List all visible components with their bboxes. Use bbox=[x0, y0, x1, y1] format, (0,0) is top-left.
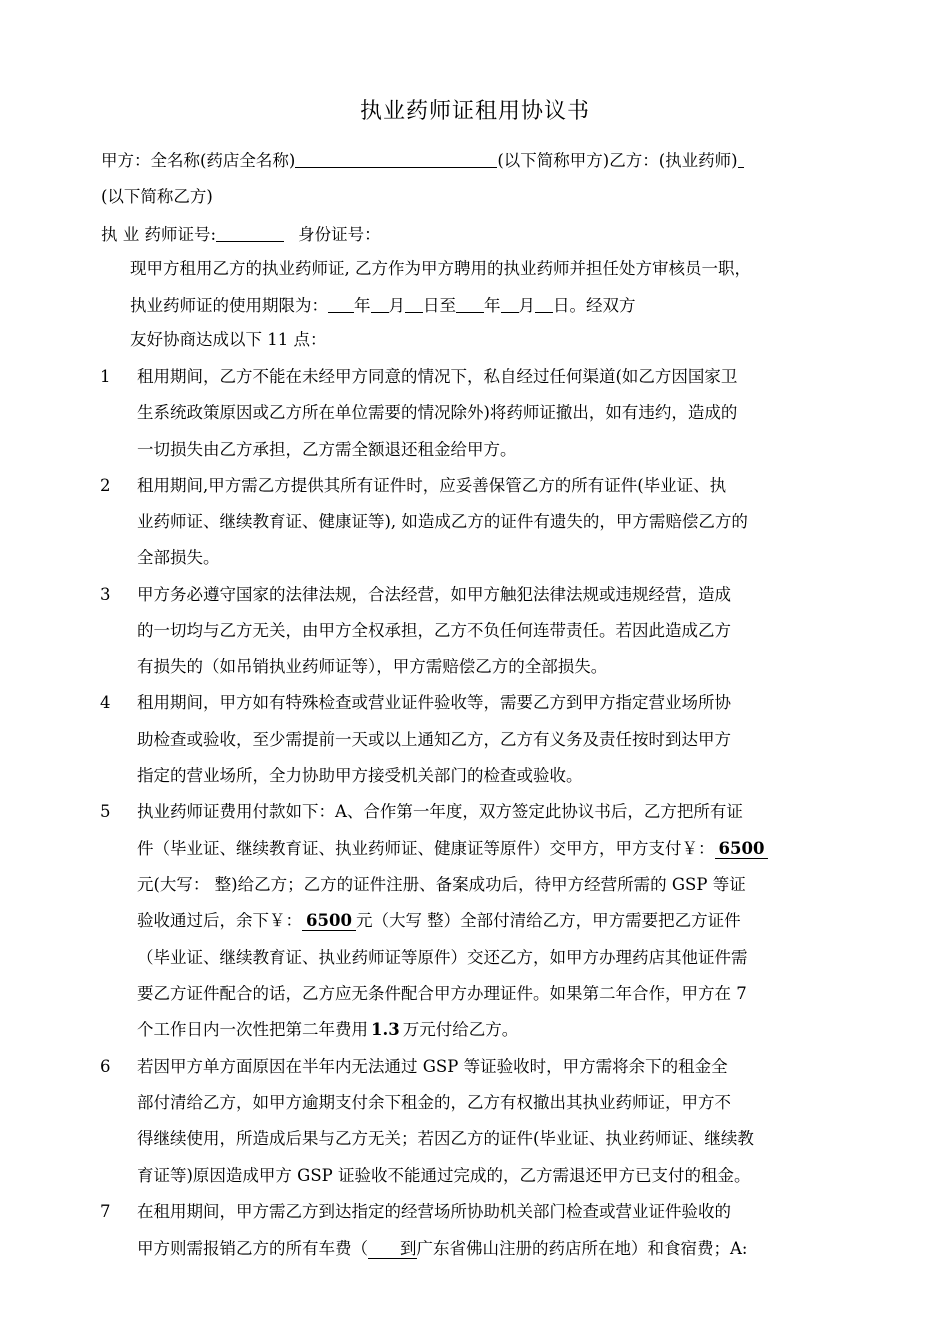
party-a-prefix: 甲方：全名称(药店全名称) bbox=[101, 151, 296, 170]
clause-line: 有损失的（如吊销执业药师证等），甲方需赔偿乙方的全部损失。 bbox=[137, 657, 608, 676]
clause-line: 的一切均与乙方无关，由甲方全权承担，乙方不负任何连带责任。若因此造成乙方 bbox=[137, 621, 731, 640]
party-b-short: (以下简称乙方) bbox=[101, 187, 213, 206]
intro-line-2: 执业药师证的使用期限为： 年 月 日至 年 月 日。经双方 bbox=[130, 296, 636, 315]
clause-line: 件（毕业证、继续教育证、执业药师证、健康证等原件）交甲方，甲方支付￥： 6500 bbox=[137, 839, 768, 859]
clause-line: 执业药师证费用付款如下：A、合作第一年度，双方签定此协议书后，乙方把所有证 bbox=[137, 802, 743, 821]
clause-line: 业药师证、继续教育证、健康证等), 如造成乙方的证件有遗失的，甲方需赔偿乙方的 bbox=[137, 512, 748, 531]
start-year-blank[interactable] bbox=[328, 295, 354, 313]
clause-number: 3 bbox=[100, 585, 111, 604]
party-a-name-blank[interactable] bbox=[295, 150, 497, 168]
clause-number: 6 bbox=[100, 1057, 111, 1076]
clause-line: 元(大写： 整)给乙方；乙方的证件注册、备案成功后，待甲方经营所需的 GSP 等证 bbox=[137, 875, 746, 894]
clause-line: （毕业证、继续教育证、执业药师证等原件）交还乙方，如甲方办理药店其他证件需 bbox=[137, 948, 748, 967]
clause-number: 2 bbox=[100, 476, 111, 495]
clause-line: 甲方则需报销乙方的所有车费（ 到广东省佛山注册的药店所在地）和食宿费；A: bbox=[137, 1239, 748, 1258]
document-title: 执业药师证租用协议书 bbox=[359, 99, 590, 124]
travel-from-blank[interactable]: 到 bbox=[368, 1239, 417, 1259]
clause-line: 租用期间,甲方需乙方提供其所有证件时，应妥善保管乙方的所有证件(毕业证、执 bbox=[137, 476, 727, 495]
clause-line: 全部损失。 bbox=[137, 548, 220, 567]
clause-line: 部付清给乙方，如甲方逾期支付余下租金的，乙方有权撤出其执业药师证，甲方不 bbox=[137, 1093, 731, 1112]
intro-line-3: 友好协商达成以下 11 点： bbox=[130, 330, 327, 349]
clause-number: 5 bbox=[100, 802, 111, 821]
clause-line: 生系统政策原因或乙方所在单位需要的情况除外)将药师证撤出，如有违约，造成的 bbox=[137, 403, 738, 422]
party-b-name-blank[interactable] bbox=[738, 150, 744, 168]
start-month-blank[interactable] bbox=[371, 295, 389, 313]
second-year-fee: 1.3 bbox=[371, 1020, 400, 1039]
payment-amount-remaining: 6500 bbox=[302, 911, 356, 931]
clause-line: 个工作日内一次性把第二年费用 1.3 万元付给乙方。 bbox=[137, 1020, 519, 1039]
payment-amount-first: 6500 bbox=[715, 839, 769, 859]
clause-line: 在租用期间，甲方需乙方到达指定的经营场所协助机关部门检查或营业证件验收的 bbox=[137, 1202, 731, 1221]
clause-line: 租用期间，乙方不能在未经甲方同意的情况下，私自经过任何渠道(如乙方因国家卫 bbox=[137, 367, 738, 386]
clause-number: 7 bbox=[100, 1202, 111, 1221]
intro-line-1: 现甲方租用乙方的执业药师证, 乙方作为甲方聘用的执业药师并担任处方审核员一职， bbox=[130, 259, 751, 278]
clause-line: 一切损失由乙方承担，乙方需全额退还租金给甲方。 bbox=[137, 440, 517, 459]
end-year-blank[interactable] bbox=[456, 295, 484, 313]
clause-line: 助检查或验收，至少需提前一天或以上通知乙方，乙方有义务及责任按时到达甲方 bbox=[137, 730, 731, 749]
end-month-blank[interactable] bbox=[501, 295, 519, 313]
clause-line: 要乙方证件配合的话，乙方应无条件配合甲方办理证件。如果第二年合作，甲方在 7 bbox=[137, 984, 747, 1003]
license-number-blank[interactable] bbox=[216, 224, 284, 242]
clause-line: 甲方务必遵守国家的法律法规，合法经营，如甲方触犯法律法规或违规经营，造成 bbox=[137, 585, 731, 604]
clause-line: 育证等)原因造成甲方 GSP 证验收不能通过完成的，乙方需退还甲方已支付的租金。 bbox=[137, 1166, 751, 1185]
clause-line: 得继续使用，所造成后果与乙方无关；若因乙方的证件(毕业证、执业药师证、继续教 bbox=[137, 1129, 754, 1148]
start-day-blank[interactable] bbox=[405, 295, 423, 313]
clause-number: 1 bbox=[100, 367, 111, 386]
clause-number: 4 bbox=[100, 693, 111, 712]
clause-line: 若因甲方单方面原因在半年内无法通过 GSP 等证验收时，甲方需将余下的租金全 bbox=[137, 1057, 728, 1076]
clause-line: 指定的营业场所，全力协助甲方接受机关部门的检查或验收。 bbox=[137, 766, 583, 785]
license-label: 执 业 药师证号: bbox=[101, 225, 217, 244]
end-day-blank[interactable] bbox=[535, 295, 553, 313]
clause-line: 租用期间，甲方如有特殊检查或营业证件验收等，需要乙方到甲方指定营业场所协 bbox=[137, 693, 731, 712]
clause-line: 验收通过后，余下￥： 6500 元（大写 整）全部付清给乙方，甲方需要把乙方证件 bbox=[137, 911, 741, 930]
party-a-suffix: (以下简称甲方)乙方：(执业药师) bbox=[497, 151, 738, 170]
license-line bbox=[101, 224, 381, 245]
party-a-line bbox=[101, 150, 744, 171]
id-label: 身份证号： bbox=[298, 225, 381, 244]
